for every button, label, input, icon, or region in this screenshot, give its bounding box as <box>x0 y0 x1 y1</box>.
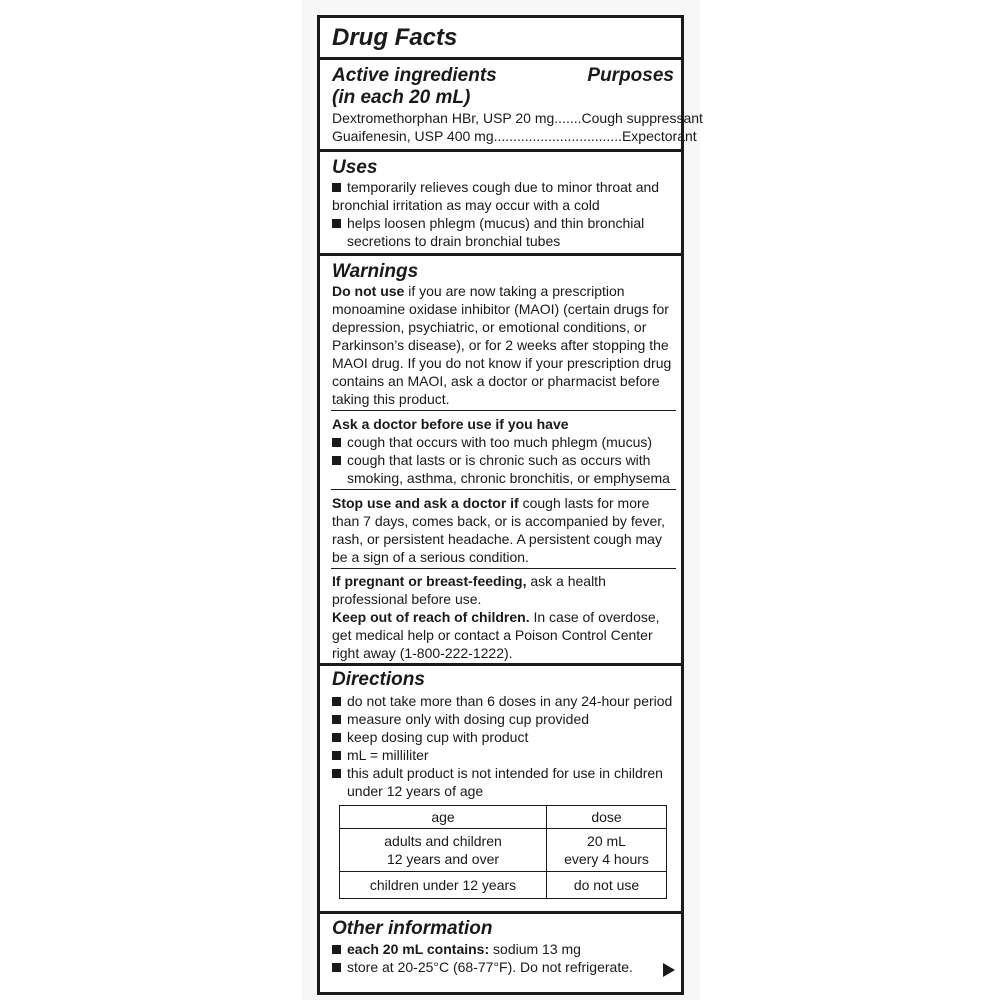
warnings-subdivider <box>331 568 676 569</box>
bullet-square-icon <box>332 456 341 465</box>
table-cell-line: adults and children <box>384 833 502 849</box>
table-header-dose: dose <box>547 806 667 829</box>
ask-doctor-item-2-line-1: cough that lasts or is chronic such as occurs with <box>347 452 651 468</box>
uses-item-2-line-2: secretions to drain bronchial tubes <box>347 233 561 249</box>
pregnant-text: ask a health <box>526 573 606 589</box>
do-not-use-line-7: taking this product. <box>332 391 450 407</box>
table-row <box>340 872 667 899</box>
stop-use-label: Stop use and ask a doctor if <box>332 495 519 511</box>
directions-item-3: keep dosing cup with product <box>347 729 529 745</box>
stop-use-line-1 <box>332 494 649 512</box>
bullet-square-icon <box>332 751 341 760</box>
table-row <box>340 829 667 872</box>
do-not-use-line-5: MAOI drug. If you do not know if your prescription drug <box>332 355 672 371</box>
do-not-use-line-1 <box>332 282 625 300</box>
uses-item-2-line-1: helps loosen phlegm (mucus) and thin bronchial <box>347 215 645 231</box>
table-cell-dose <box>547 829 667 872</box>
bullet-square-icon <box>332 769 341 778</box>
drug-facts-panel <box>317 15 703 995</box>
directions-item-5-line-1: this adult product is not intended for use in children <box>347 765 663 781</box>
pregnant-label: If pregnant or breast-feeding, <box>332 573 527 589</box>
do-not-use-text: if you are now taking a prescription <box>404 283 625 299</box>
purposes-heading: Purposes <box>587 65 674 86</box>
drug-facts-title: Drug Facts <box>332 24 458 51</box>
keep-out-line-1 <box>332 608 660 626</box>
table-cell-line: 12 years and over <box>386 851 500 867</box>
stop-use-line-3: rash, or persistent headache. A persistent cough may <box>332 531 662 547</box>
ask-doctor-item-2-line-2: smoking, asthma, chronic bronchitis, or emphysema <box>347 470 670 486</box>
directions-heading: Directions <box>332 669 425 690</box>
active-ingredients-subheading: (in each 20 mL) <box>332 87 471 108</box>
title-divider <box>320 57 681 60</box>
ask-doctor-item-1: cough that occurs with too much phlegm (mucus) <box>347 434 653 450</box>
pregnant-line-2: professional before use. <box>332 591 482 607</box>
bullet-square-icon <box>332 963 341 972</box>
ask-doctor-heading: Ask a doctor before use if you have <box>332 416 569 432</box>
directions-item-2: measure only with dosing cup provided <box>347 711 590 727</box>
do-not-use-label: Do not use <box>332 283 405 299</box>
directions-item-1: do not take more than 6 doses in any 24-hour period <box>347 693 673 709</box>
ingredient-row-guaifenesin: Guaifenesin, USP 400 mg.................................Expectorant <box>332 128 697 144</box>
pregnant-line-1 <box>332 572 606 590</box>
bullet-square-icon <box>332 183 341 192</box>
table-header-age: age <box>340 806 547 829</box>
uses-divider <box>320 253 681 256</box>
other-item-1-text: sodium 13 mg <box>489 941 581 957</box>
table-cell-line: 20 mL <box>587 833 626 849</box>
bullet-square-icon <box>332 733 341 742</box>
active-ingredients-heading: Active ingredients <box>332 65 497 86</box>
keep-out-text: In case of overdose, <box>529 609 660 625</box>
uses-heading: Uses <box>332 157 378 178</box>
other-item-1-label: each 20 mL contains: <box>347 941 490 957</box>
table-header-row <box>340 806 667 829</box>
table-cell-age <box>340 872 547 899</box>
table-cell-line: do not use <box>573 877 640 893</box>
directions-item-4: mL = milliliter <box>347 747 429 763</box>
do-not-use-line-6: contains an MAOI, ask a doctor or pharmacist before <box>332 373 660 389</box>
bullet-square-icon <box>332 715 341 724</box>
do-not-use-line-4: Parkinson’s disease), or for 2 weeks after stopping the <box>332 337 669 353</box>
uses-item-1-line-2: bronchial irritation as may occur with a cold <box>332 197 600 213</box>
stop-use-line-4: be a sign of a serious condition. <box>332 549 529 565</box>
dosage-table <box>339 805 667 899</box>
warnings-divider <box>320 663 681 666</box>
continue-arrow-icon <box>663 963 675 977</box>
bullet-square-icon <box>332 697 341 706</box>
keep-out-label: Keep out of reach of children. <box>332 609 530 625</box>
table-cell-line: children under 12 years <box>369 877 517 893</box>
active-divider <box>320 149 681 152</box>
table-cell-dose <box>547 872 667 899</box>
directions-item-5-line-2: under 12 years of age <box>347 783 484 799</box>
other-information-heading: Other information <box>332 918 493 939</box>
warnings-subdivider <box>331 410 676 411</box>
other-item-1 <box>347 940 581 958</box>
ingredient-row-dextromethorphan: Dextromethorphan HBr, USP 20 mg.......Cough suppressant <box>332 110 703 126</box>
table-cell-line: every 4 hours <box>564 851 649 867</box>
warnings-subdivider <box>331 489 676 490</box>
directions-divider <box>320 911 681 914</box>
other-item-2: store at 20-25°C (68-77°F). Do not refrigerate. <box>347 959 633 975</box>
do-not-use-line-2: monoamine oxidase inhibitor (MAOI) (certain drugs for <box>332 301 669 317</box>
do-not-use-line-3: depression, psychiatric, or emotional conditions, or <box>332 319 647 335</box>
bullet-square-icon <box>332 219 341 228</box>
warnings-heading: Warnings <box>332 261 419 282</box>
uses-item-1-line-1: temporarily relieves cough due to minor throat and <box>347 179 660 195</box>
stop-use-text: cough lasts for more <box>518 495 650 511</box>
keep-out-line-2: get medical help or contact a Poison Control Center <box>332 627 653 643</box>
keep-out-line-3: right away (1-800-222-1222). <box>332 645 513 661</box>
table-cell-age <box>340 829 547 872</box>
bullet-square-icon <box>332 438 341 447</box>
bullet-square-icon <box>332 945 341 954</box>
stop-use-line-2: than 7 days, comes back, or is accompanied by fever, <box>332 513 666 529</box>
